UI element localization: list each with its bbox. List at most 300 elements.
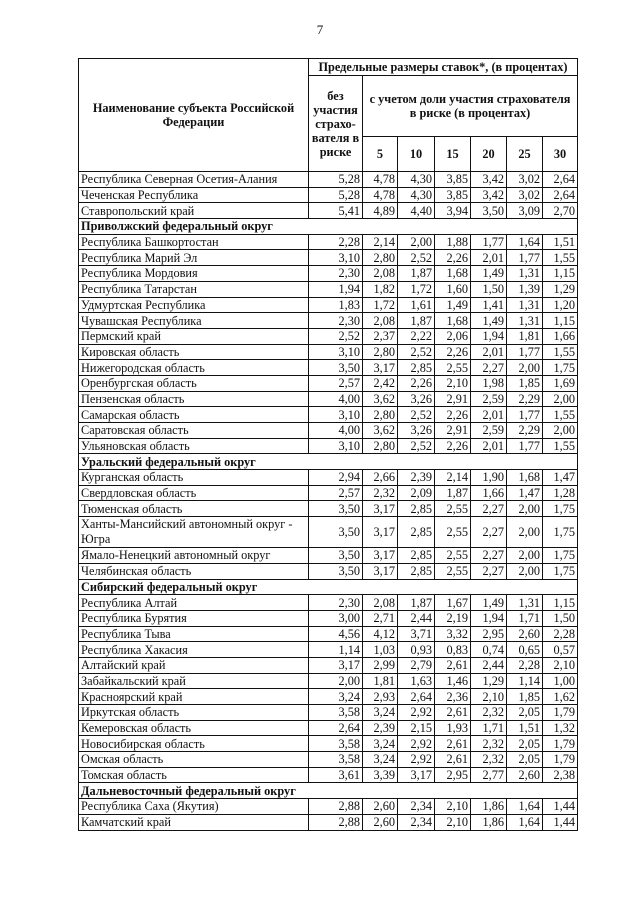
rate-no-participation: 2,28 bbox=[309, 234, 363, 250]
rate-with-share: 2,29 bbox=[507, 423, 543, 439]
rate-with-share: 1,77 bbox=[471, 234, 507, 250]
rate-with-share: 2,08 bbox=[363, 595, 398, 611]
rate-no-participation: 3,10 bbox=[309, 438, 363, 454]
region-name: Удмуртская Республика bbox=[79, 297, 309, 313]
rate-no-participation: 4,56 bbox=[309, 626, 363, 642]
table-row bbox=[79, 548, 578, 564]
rate-with-share: 2,15 bbox=[398, 720, 435, 736]
rate-with-share: 1,94 bbox=[471, 610, 507, 626]
rate-with-share: 2,77 bbox=[471, 767, 507, 783]
table-row bbox=[79, 689, 578, 705]
region-name: Пензенская область bbox=[79, 391, 309, 407]
rate-with-share: 2,06 bbox=[435, 328, 471, 344]
rate-with-share: 1,49 bbox=[471, 266, 507, 282]
rate-with-share: 2,32 bbox=[363, 485, 398, 501]
rate-with-share: 3,17 bbox=[363, 563, 398, 579]
region-name: Пермский край bbox=[79, 328, 309, 344]
region-name: Камчатский край bbox=[79, 814, 309, 830]
rate-with-share: 2,55 bbox=[435, 360, 471, 376]
rate-with-share: 1,81 bbox=[507, 328, 543, 344]
rate-with-share: 0,57 bbox=[543, 642, 578, 658]
rate-no-participation: 5,28 bbox=[309, 187, 363, 203]
region-name: Нижегородская область bbox=[79, 360, 309, 376]
rate-with-share: 1,69 bbox=[543, 375, 578, 391]
rate-no-participation: 4,00 bbox=[309, 423, 363, 439]
rate-with-share: 3,26 bbox=[398, 391, 435, 407]
rate-with-share: 1,64 bbox=[507, 799, 543, 815]
table-row bbox=[79, 172, 578, 188]
rate-no-participation: 5,41 bbox=[309, 203, 363, 219]
rate-with-share: 2,14 bbox=[363, 234, 398, 250]
table-row bbox=[79, 736, 578, 752]
rate-with-share: 1,72 bbox=[398, 281, 435, 297]
rate-with-share: 1,60 bbox=[435, 281, 471, 297]
district-row bbox=[79, 454, 578, 470]
rate-with-share: 1,47 bbox=[543, 470, 578, 486]
region-name: Республика Марий Эл bbox=[79, 250, 309, 266]
rate-with-share: 1,87 bbox=[398, 313, 435, 329]
region-name: Республика Мордовия bbox=[79, 266, 309, 282]
share-header: 10 bbox=[398, 137, 435, 172]
rate-no-participation: 3,10 bbox=[309, 407, 363, 423]
rate-with-share: 1,32 bbox=[543, 720, 578, 736]
rate-with-share: 1,28 bbox=[543, 485, 578, 501]
rate-with-share: 1,51 bbox=[543, 234, 578, 250]
rate-with-share: 2,55 bbox=[435, 563, 471, 579]
share-header: 20 bbox=[471, 137, 507, 172]
rate-with-share: 0,74 bbox=[471, 642, 507, 658]
rate-with-share: 2,52 bbox=[398, 407, 435, 423]
rate-with-share: 2,00 bbox=[543, 423, 578, 439]
rate-with-share: 2,79 bbox=[398, 657, 435, 673]
region-name: Красноярский край bbox=[79, 689, 309, 705]
rate-with-share: 1,79 bbox=[543, 752, 578, 768]
rate-with-share: 3,71 bbox=[398, 626, 435, 642]
region-name: Курганская область bbox=[79, 470, 309, 486]
region-name: Алтайский край bbox=[79, 657, 309, 673]
rate-with-share: 2,10 bbox=[435, 375, 471, 391]
rate-with-share: 1,93 bbox=[435, 720, 471, 736]
table-row bbox=[79, 673, 578, 689]
district-row bbox=[79, 783, 578, 799]
rate-with-share: 2,27 bbox=[471, 517, 507, 548]
rate-with-share: 2,95 bbox=[471, 626, 507, 642]
rate-with-share: 1,75 bbox=[543, 563, 578, 579]
rate-with-share: 1,15 bbox=[543, 313, 578, 329]
rate-with-share: 2,34 bbox=[398, 799, 435, 815]
rate-with-share: 1,31 bbox=[507, 313, 543, 329]
rate-with-share: 3,62 bbox=[363, 391, 398, 407]
rate-with-share: 2,99 bbox=[363, 657, 398, 673]
rate-no-participation: 3,50 bbox=[309, 517, 363, 548]
rate-with-share: 2,01 bbox=[471, 407, 507, 423]
rate-with-share: 2,60 bbox=[363, 814, 398, 830]
rate-no-participation: 5,28 bbox=[309, 172, 363, 188]
rate-with-share: 1,64 bbox=[507, 814, 543, 830]
rate-with-share: 1,55 bbox=[543, 250, 578, 266]
rate-with-share: 2,52 bbox=[398, 344, 435, 360]
rate-with-share: 1,71 bbox=[471, 720, 507, 736]
rate-with-share: 2,70 bbox=[543, 203, 578, 219]
rate-with-share: 1,31 bbox=[507, 595, 543, 611]
page-number: 7 bbox=[316, 22, 324, 37]
rate-with-share: 1,68 bbox=[435, 266, 471, 282]
rate-no-participation: 3,61 bbox=[309, 767, 363, 783]
rate-no-participation: 3,00 bbox=[309, 610, 363, 626]
table-row bbox=[79, 720, 578, 736]
rate-no-participation: 2,57 bbox=[309, 485, 363, 501]
rate-no-participation: 3,58 bbox=[309, 736, 363, 752]
table-row bbox=[79, 626, 578, 642]
table-row bbox=[79, 752, 578, 768]
rate-with-share: 2,05 bbox=[507, 705, 543, 721]
rate-with-share: 2,92 bbox=[398, 752, 435, 768]
rate-no-participation: 2,94 bbox=[309, 470, 363, 486]
rate-with-share: 1,87 bbox=[398, 266, 435, 282]
rate-with-share: 3,42 bbox=[471, 172, 507, 188]
rate-with-share: 1,86 bbox=[471, 814, 507, 830]
rate-with-share: 2,26 bbox=[435, 344, 471, 360]
rate-with-share: 2,55 bbox=[435, 548, 471, 564]
rate-with-share: 2,27 bbox=[471, 548, 507, 564]
rate-with-share: 2,22 bbox=[398, 328, 435, 344]
rate-with-share: 3,85 bbox=[435, 187, 471, 203]
region-name: Ямало-Ненецкий автономный округ bbox=[79, 548, 309, 564]
rate-with-share: 2,19 bbox=[435, 610, 471, 626]
region-name: Оренбургская область bbox=[79, 375, 309, 391]
rate-no-participation: 1,83 bbox=[309, 297, 363, 313]
table-row bbox=[79, 423, 578, 439]
rate-with-share: 1,71 bbox=[507, 610, 543, 626]
rate-with-share: 2,34 bbox=[398, 814, 435, 830]
rate-with-share: 2,64 bbox=[398, 689, 435, 705]
rate-with-share: 2,85 bbox=[398, 501, 435, 517]
rate-with-share: 2,93 bbox=[363, 689, 398, 705]
region-name: Челябинская область bbox=[79, 563, 309, 579]
rate-with-share: 2,29 bbox=[507, 391, 543, 407]
rate-with-share: 0,65 bbox=[507, 642, 543, 658]
rate-with-share: 1,39 bbox=[507, 281, 543, 297]
rate-no-participation: 1,14 bbox=[309, 642, 363, 658]
rate-no-participation: 3,17 bbox=[309, 657, 363, 673]
rate-with-share: 4,12 bbox=[363, 626, 398, 642]
rate-no-participation: 3,50 bbox=[309, 548, 363, 564]
district-name: Уральский федеральный округ bbox=[79, 454, 578, 470]
district-name: Сибирский федеральный округ bbox=[79, 579, 578, 595]
rate-with-share: 2,05 bbox=[507, 736, 543, 752]
rate-with-share: 2,39 bbox=[363, 720, 398, 736]
rate-with-share: 1,49 bbox=[471, 313, 507, 329]
table-row bbox=[79, 642, 578, 658]
rate-with-share: 2,14 bbox=[435, 470, 471, 486]
table-row bbox=[79, 187, 578, 203]
rate-with-share: 1,87 bbox=[435, 485, 471, 501]
rate-with-share: 1,50 bbox=[543, 610, 578, 626]
table-row bbox=[79, 281, 578, 297]
share-header: 15 bbox=[435, 137, 471, 172]
rate-with-share: 3,26 bbox=[398, 423, 435, 439]
rate-with-share: 1,82 bbox=[363, 281, 398, 297]
rate-with-share: 4,89 bbox=[363, 203, 398, 219]
rate-with-share: 1,66 bbox=[471, 485, 507, 501]
rate-with-share: 0,93 bbox=[398, 642, 435, 658]
rate-with-share: 2,71 bbox=[363, 610, 398, 626]
rate-with-share: 1,29 bbox=[471, 673, 507, 689]
table-row bbox=[79, 438, 578, 454]
rate-no-participation: 2,30 bbox=[309, 266, 363, 282]
rates-table bbox=[78, 58, 578, 831]
rate-with-share: 1,77 bbox=[507, 250, 543, 266]
rate-no-participation: 3,50 bbox=[309, 501, 363, 517]
rate-with-share: 2,28 bbox=[543, 626, 578, 642]
rate-with-share: 1,77 bbox=[507, 407, 543, 423]
region-name: Республика Бурятия bbox=[79, 610, 309, 626]
rate-with-share: 3,24 bbox=[363, 752, 398, 768]
rate-with-share: 1,15 bbox=[543, 595, 578, 611]
rate-with-share: 2,64 bbox=[543, 187, 578, 203]
rate-with-share: 3,17 bbox=[363, 501, 398, 517]
rate-with-share: 1,94 bbox=[471, 328, 507, 344]
rate-with-share: 2,91 bbox=[435, 423, 471, 439]
table-row bbox=[79, 563, 578, 579]
rate-with-share: 3,02 bbox=[507, 187, 543, 203]
rate-with-share: 3,39 bbox=[363, 767, 398, 783]
rate-with-share: 2,32 bbox=[471, 752, 507, 768]
rate-with-share: 2,85 bbox=[398, 563, 435, 579]
rate-with-share: 2,61 bbox=[435, 705, 471, 721]
rate-with-share: 1,75 bbox=[543, 517, 578, 548]
rate-with-share: 2,85 bbox=[398, 548, 435, 564]
district-name: Приволжский федеральный округ bbox=[79, 219, 578, 235]
rate-with-share: 2,44 bbox=[471, 657, 507, 673]
rate-with-share: 2,10 bbox=[435, 799, 471, 815]
rate-with-share: 2,32 bbox=[471, 705, 507, 721]
region-name: Тюменская область bbox=[79, 501, 309, 517]
table-row bbox=[79, 470, 578, 486]
rate-with-share: 1,49 bbox=[435, 297, 471, 313]
rate-no-participation: 3,10 bbox=[309, 344, 363, 360]
table-row bbox=[79, 297, 578, 313]
rate-with-share: 2,00 bbox=[507, 563, 543, 579]
rate-with-share: 2,59 bbox=[471, 423, 507, 439]
rate-with-share: 2,60 bbox=[363, 799, 398, 815]
rate-with-share: 2,61 bbox=[435, 736, 471, 752]
rate-with-share: 3,17 bbox=[363, 548, 398, 564]
rate-no-participation: 2,88 bbox=[309, 799, 363, 815]
rate-no-participation: 2,52 bbox=[309, 328, 363, 344]
rate-with-share: 1,55 bbox=[543, 407, 578, 423]
rate-with-share: 2,10 bbox=[543, 657, 578, 673]
rate-with-share: 2,59 bbox=[471, 391, 507, 407]
rate-with-share: 1,63 bbox=[398, 673, 435, 689]
rate-with-share: 2,09 bbox=[398, 485, 435, 501]
table-row bbox=[79, 799, 578, 815]
rate-with-share: 1,14 bbox=[507, 673, 543, 689]
rate-with-share: 2,61 bbox=[435, 752, 471, 768]
rate-with-share: 2,26 bbox=[435, 407, 471, 423]
rate-with-share: 1,00 bbox=[543, 673, 578, 689]
rate-with-share: 2,38 bbox=[543, 767, 578, 783]
region-name: Ставропольский край bbox=[79, 203, 309, 219]
table-row bbox=[79, 360, 578, 376]
rate-with-share: 3,17 bbox=[363, 517, 398, 548]
rate-with-share: 1,77 bbox=[507, 344, 543, 360]
rate-with-share: 1,81 bbox=[363, 673, 398, 689]
rate-with-share: 2,00 bbox=[543, 391, 578, 407]
rate-with-share: 2,00 bbox=[398, 234, 435, 250]
rate-with-share: 2,80 bbox=[363, 407, 398, 423]
rate-with-share: 1,98 bbox=[471, 375, 507, 391]
rate-with-share: 2,10 bbox=[471, 689, 507, 705]
rate-with-share: 2,28 bbox=[507, 657, 543, 673]
rate-with-share: 2,55 bbox=[435, 501, 471, 517]
region-name: Республика Тыва bbox=[79, 626, 309, 642]
region-name: Кемеровская область bbox=[79, 720, 309, 736]
region-name: Ханты-Мансийский автономный округ - Югра bbox=[79, 517, 309, 548]
rate-with-share: 1,20 bbox=[543, 297, 578, 313]
region-name: Республика Саха (Якутия) bbox=[79, 799, 309, 815]
rate-with-share: 3,32 bbox=[435, 626, 471, 642]
table-row bbox=[79, 344, 578, 360]
table-row bbox=[79, 501, 578, 517]
rate-no-participation: 3,50 bbox=[309, 360, 363, 376]
table-row bbox=[79, 517, 578, 548]
rate-with-share: 1,68 bbox=[435, 313, 471, 329]
rate-with-share: 2,55 bbox=[435, 517, 471, 548]
rate-no-participation: 2,57 bbox=[309, 375, 363, 391]
rate-with-share: 2,44 bbox=[398, 610, 435, 626]
share-header: 5 bbox=[363, 137, 398, 172]
table-row bbox=[79, 407, 578, 423]
table-row bbox=[79, 767, 578, 783]
table-row bbox=[79, 313, 578, 329]
rate-with-share: 2,60 bbox=[507, 626, 543, 642]
rate-with-share: 1,67 bbox=[435, 595, 471, 611]
rate-no-participation: 3,24 bbox=[309, 689, 363, 705]
rate-with-share: 1,79 bbox=[543, 705, 578, 721]
rate-with-share: 1,75 bbox=[543, 548, 578, 564]
rate-with-share: 3,02 bbox=[507, 172, 543, 188]
rate-with-share: 3,24 bbox=[363, 736, 398, 752]
rate-with-share: 1,86 bbox=[471, 799, 507, 815]
rate-with-share: 3,94 bbox=[435, 203, 471, 219]
rates-header: Предельные размеры ставок*, (в процентах) bbox=[309, 59, 578, 76]
rate-with-share: 2,42 bbox=[363, 375, 398, 391]
rate-with-share: 1,75 bbox=[543, 360, 578, 376]
share-header: 25 bbox=[507, 137, 543, 172]
rate-with-share: 2,52 bbox=[398, 250, 435, 266]
rate-with-share: 2,80 bbox=[363, 344, 398, 360]
region-name: Иркутская область bbox=[79, 705, 309, 721]
rate-no-participation: 4,00 bbox=[309, 391, 363, 407]
rate-no-participation: 3,58 bbox=[309, 705, 363, 721]
rate-with-share: 2,26 bbox=[398, 375, 435, 391]
rate-with-share: 1,64 bbox=[507, 234, 543, 250]
rate-with-share: 1,29 bbox=[543, 281, 578, 297]
rate-with-share: 2,05 bbox=[507, 752, 543, 768]
rate-with-share: 1,77 bbox=[507, 438, 543, 454]
region-name: Ульяновская область bbox=[79, 438, 309, 454]
table-row bbox=[79, 610, 578, 626]
table-row bbox=[79, 266, 578, 282]
rate-with-share: 1,88 bbox=[435, 234, 471, 250]
region-name: Самарская область bbox=[79, 407, 309, 423]
rate-with-share: 1,61 bbox=[398, 297, 435, 313]
rate-with-share: 2,01 bbox=[471, 344, 507, 360]
rate-no-participation: 3,10 bbox=[309, 250, 363, 266]
rate-with-share: 2,01 bbox=[471, 438, 507, 454]
share-header: 30 bbox=[543, 137, 578, 172]
region-name: Кировская область bbox=[79, 344, 309, 360]
table-row bbox=[79, 657, 578, 673]
rate-with-share: 2,27 bbox=[471, 501, 507, 517]
table-row bbox=[79, 250, 578, 266]
rate-with-share: 2,92 bbox=[398, 736, 435, 752]
rate-with-share: 1,44 bbox=[543, 799, 578, 815]
table-body bbox=[79, 172, 578, 831]
rate-with-share: 1,66 bbox=[543, 328, 578, 344]
region-name: Забайкальский край bbox=[79, 673, 309, 689]
rate-with-share: 1,15 bbox=[543, 266, 578, 282]
rate-with-share: 4,78 bbox=[363, 187, 398, 203]
rate-no-participation: 3,58 bbox=[309, 752, 363, 768]
rate-with-share: 1,47 bbox=[507, 485, 543, 501]
rate-with-share: 1,44 bbox=[543, 814, 578, 830]
region-name: Свердловская область bbox=[79, 485, 309, 501]
table-row bbox=[79, 391, 578, 407]
rate-no-participation: 1,94 bbox=[309, 281, 363, 297]
rate-with-share: 2,64 bbox=[543, 172, 578, 188]
with-share-header: с учетом доли участия страхователя в риске (в процентах) bbox=[363, 76, 578, 137]
rate-with-share: 3,62 bbox=[363, 423, 398, 439]
rate-with-share: 2,27 bbox=[471, 360, 507, 376]
rate-with-share: 2,85 bbox=[398, 360, 435, 376]
rate-with-share: 1,85 bbox=[507, 375, 543, 391]
rate-with-share: 1,85 bbox=[507, 689, 543, 705]
rate-with-share: 1,46 bbox=[435, 673, 471, 689]
rate-with-share: 2,37 bbox=[363, 328, 398, 344]
rate-with-share: 3,17 bbox=[398, 767, 435, 783]
rate-with-share: 1,62 bbox=[543, 689, 578, 705]
rate-with-share: 1,03 bbox=[363, 642, 398, 658]
rate-with-share: 1,55 bbox=[543, 438, 578, 454]
rate-with-share: 3,24 bbox=[363, 705, 398, 721]
rate-with-share: 2,26 bbox=[435, 438, 471, 454]
rate-with-share: 3,50 bbox=[471, 203, 507, 219]
rate-no-participation: 2,30 bbox=[309, 313, 363, 329]
region-name: Чеченская Республика bbox=[79, 187, 309, 203]
rate-with-share: 1,31 bbox=[507, 266, 543, 282]
region-name: Новосибирская область bbox=[79, 736, 309, 752]
no-participation-header: без участия страхо-вателя в риске bbox=[309, 76, 363, 172]
rate-with-share: 2,01 bbox=[471, 250, 507, 266]
region-name: Республика Хакасия bbox=[79, 642, 309, 658]
table-row bbox=[79, 814, 578, 830]
rate-with-share: 1,31 bbox=[507, 297, 543, 313]
rate-with-share: 2,95 bbox=[435, 767, 471, 783]
rate-with-share: 2,66 bbox=[363, 470, 398, 486]
district-row bbox=[79, 579, 578, 595]
table-row bbox=[79, 485, 578, 501]
rate-with-share: 2,80 bbox=[363, 250, 398, 266]
region-name: Республика Алтай bbox=[79, 595, 309, 611]
rate-with-share: 2,92 bbox=[398, 705, 435, 721]
district-row bbox=[79, 219, 578, 235]
rate-with-share: 3,85 bbox=[435, 172, 471, 188]
rate-with-share: 2,80 bbox=[363, 438, 398, 454]
rate-no-participation: 2,30 bbox=[309, 595, 363, 611]
rate-with-share: 3,42 bbox=[471, 187, 507, 203]
